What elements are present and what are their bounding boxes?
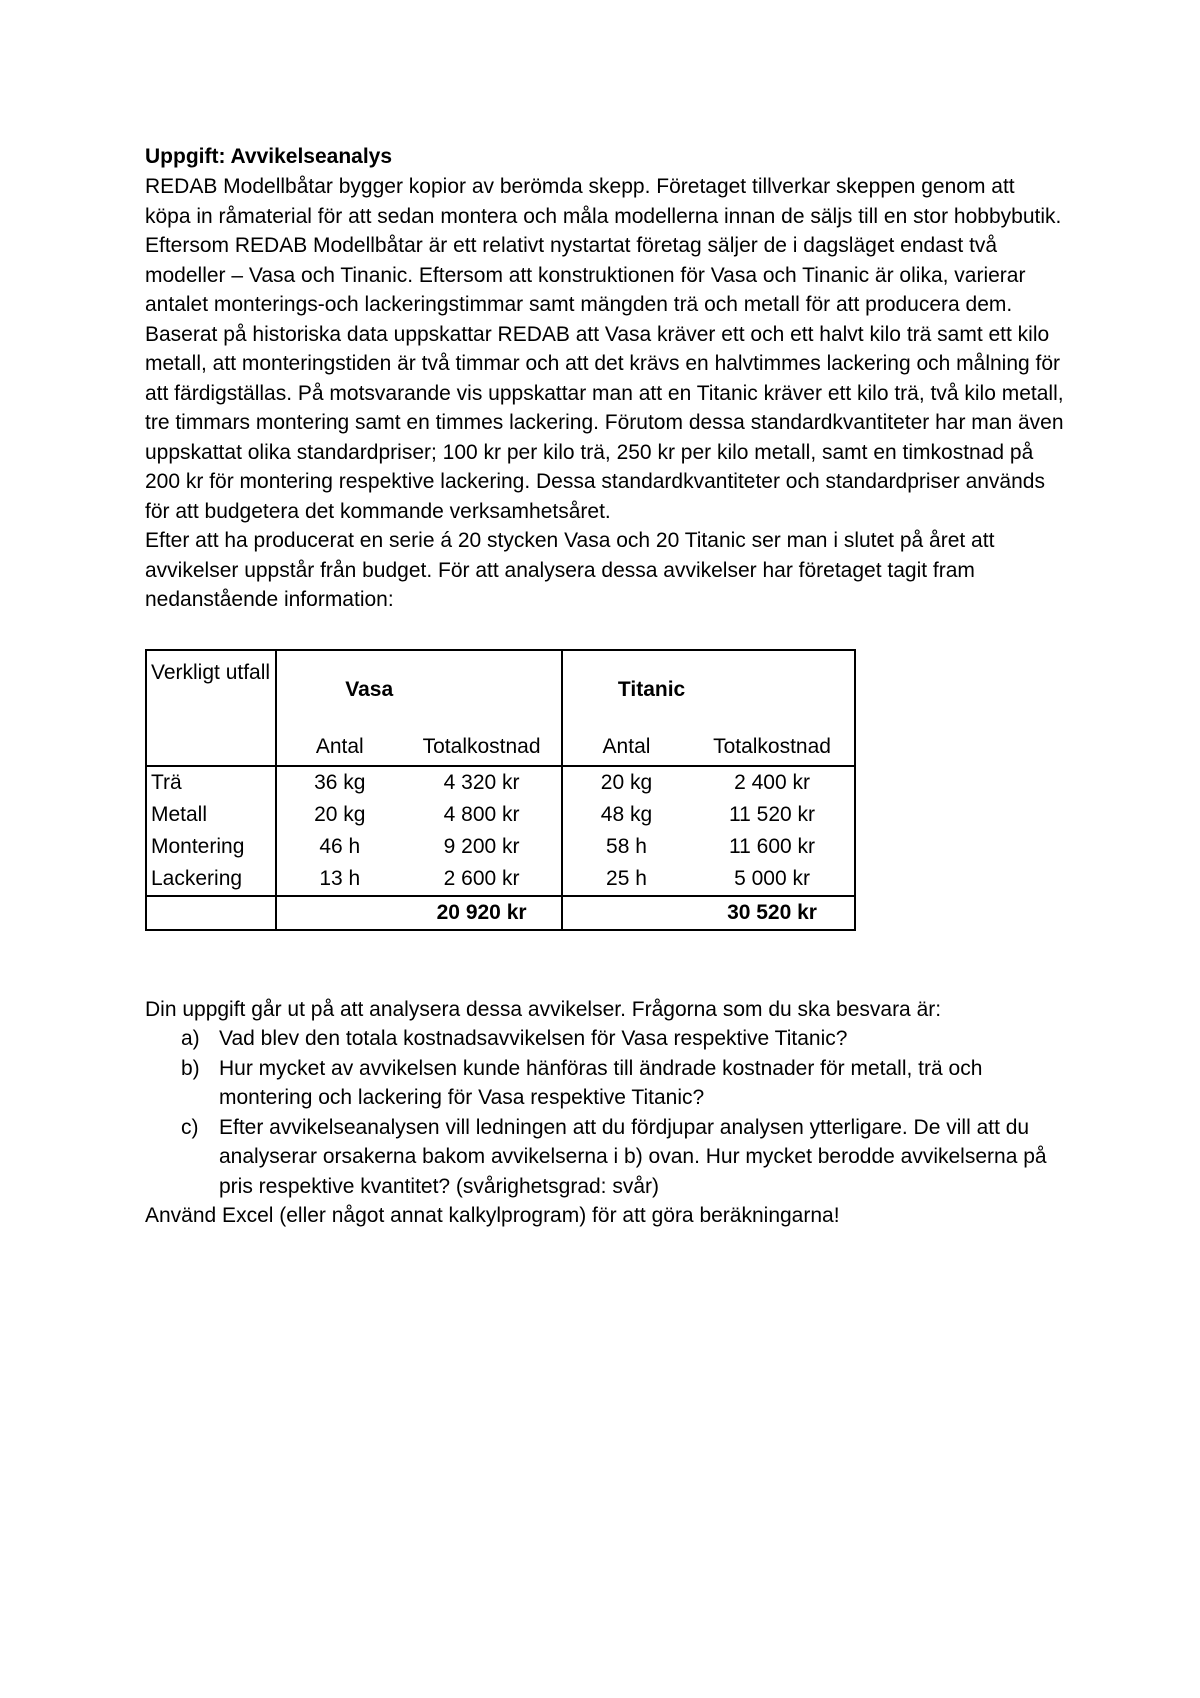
row-label: Lackering bbox=[146, 863, 276, 896]
vasa-total-cell: 9 200 kr bbox=[443, 834, 520, 858]
paragraph-outcome: Efter att ha producerat en serie á 20 stycken Vasa och 20 Titanic ser man i slutet på året att avvikelser uppstår från budget. För att analysera dessa avvikelser har företaget tagit fram nedanstående information: bbox=[145, 529, 995, 611]
question-label: a) bbox=[181, 1027, 200, 1050]
table-header-vasa-total: Totalkostnad bbox=[402, 729, 562, 766]
total-vasa-cell: 20 920 kr bbox=[402, 896, 562, 930]
total-row-label bbox=[146, 896, 276, 930]
vasa-total-cell: 4 800 kr bbox=[443, 802, 520, 826]
titanic-total-cell: 11 600 kr bbox=[690, 831, 855, 863]
question-label: c) bbox=[181, 1115, 199, 1139]
total-titanic-cell: 30 520 kr bbox=[690, 896, 855, 930]
table-row bbox=[146, 831, 855, 863]
row-label: Metall bbox=[146, 799, 276, 831]
question-text: Efter avvikelseanalysen vill ledningen att du fördjupar analysen ytterligare. De vill att du analyserar orsakerna bakom avvikelserna i b) ovan. Hur mycket berodde avvikelserna på pris respektive kvantitet? (svårighetsgrad: svår) bbox=[219, 1115, 1047, 1198]
vasa-antal-cell: 13 h bbox=[276, 863, 402, 896]
document-page bbox=[145, 142, 1065, 1231]
question-text: Hur mycket av avvikelsen kunde hänföras till ändrade kostnader för metall, trä och montering och lackering för Vasa respektive Titanic? bbox=[219, 1056, 983, 1109]
titanic-total-cell: 5 000 kr bbox=[690, 863, 855, 896]
table-header-empty bbox=[146, 729, 276, 766]
table-corner-label: Verkligt utfall bbox=[146, 650, 276, 729]
total-vasa-spacer bbox=[276, 896, 402, 930]
table-group-titanic: Titanic bbox=[562, 650, 855, 729]
table-row bbox=[146, 799, 855, 831]
row-label: Montering bbox=[146, 831, 276, 863]
table-row bbox=[146, 766, 855, 799]
vasa-antal-cell: 20 kg bbox=[314, 802, 366, 826]
actual-outcome-table bbox=[145, 649, 856, 931]
titanic-antal-cell: 25 h bbox=[562, 863, 690, 896]
list-item bbox=[145, 1054, 1065, 1113]
vasa-total-cell: 2 600 kr bbox=[402, 863, 562, 896]
table-header-titanic-total: Totalkostnad bbox=[690, 729, 855, 766]
table-row bbox=[146, 863, 855, 896]
vasa-antal-cell: 46 h bbox=[319, 834, 361, 858]
row-label: Trä bbox=[146, 766, 276, 799]
question-label: b) bbox=[181, 1056, 200, 1080]
titanic-total-cell: 11 520 kr bbox=[690, 799, 855, 831]
vasa-total-cell: 4 320 kr bbox=[443, 770, 520, 794]
titanic-antal-cell: 58 h bbox=[562, 831, 690, 863]
paragraph-background: Eftersom REDAB Modellbåtar är ett relativt nystartat företag säljer de i dagsläget endast två modeller – Vasa och Tinanic. Eftersom att konstruktionen för Vasa och Tinanic är olika, varierar antalet monterings-och lackeringstimmar samt mängden trä och metall för att producera dem. Baserat på historiska data uppskattar REDAB att Vasa kräver ett och ett halvt kilo trä samt ett kilo metall, att monteringstiden är två timmar och att det krävs en halvtimmes lackering och målning för att färdigställas. På motsvarande vis uppskattar man att en Titanic kräver ett kilo trä, två kilo metall, tre timmars montering samt en timmes lackering. Förutom dessa standardkvantiteter har man även uppskattat olika standardpriser; 100 kr per kilo trä, 250 kr per kilo metall, samt en timkostnad på 200 kr för montering respektive lackering. Dessa standardkvantiteter och standardpriser används för att budgetera det kommande verksamhetsåret. bbox=[145, 234, 1064, 523]
question-text: Vad blev den totala kostnadsavvikelsen för Vasa respektive Titanic? bbox=[219, 1027, 848, 1050]
titanic-antal-cell: 20 kg bbox=[562, 766, 690, 799]
closing-instruction: Använd Excel (eller något annat kalkylprogram) för att göra beräkningarna! bbox=[145, 1204, 840, 1227]
titanic-total-cell: 2 400 kr bbox=[690, 766, 855, 799]
document-title: Uppgift: Avvikelseanalys bbox=[145, 145, 393, 168]
list-item bbox=[145, 1024, 1065, 1054]
titanic-antal-cell: 48 kg bbox=[562, 799, 690, 831]
question-list bbox=[145, 1024, 1065, 1201]
table-total-row bbox=[146, 896, 855, 930]
vasa-antal-cell: 36 kg bbox=[314, 770, 366, 794]
table-header-vasa-antal: Antal bbox=[276, 729, 402, 766]
task-intro: Din uppgift går ut på att analysera dessa avvikelser. Frågorna som du ska besvara är: bbox=[145, 997, 942, 1021]
list-item bbox=[145, 1113, 1065, 1202]
table-header-titanic-antal: Antal bbox=[562, 729, 690, 766]
table-group-vasa: Vasa bbox=[276, 650, 562, 729]
paragraph-intro: REDAB Modellbåtar bygger kopior av berömda skepp. Företaget tillverkar skeppen genom att köpa in råmaterial för att sedan montera och måla modellerna innan de säljs till en stor hobbybutik. bbox=[145, 175, 1062, 228]
total-titanic-spacer bbox=[562, 896, 690, 930]
